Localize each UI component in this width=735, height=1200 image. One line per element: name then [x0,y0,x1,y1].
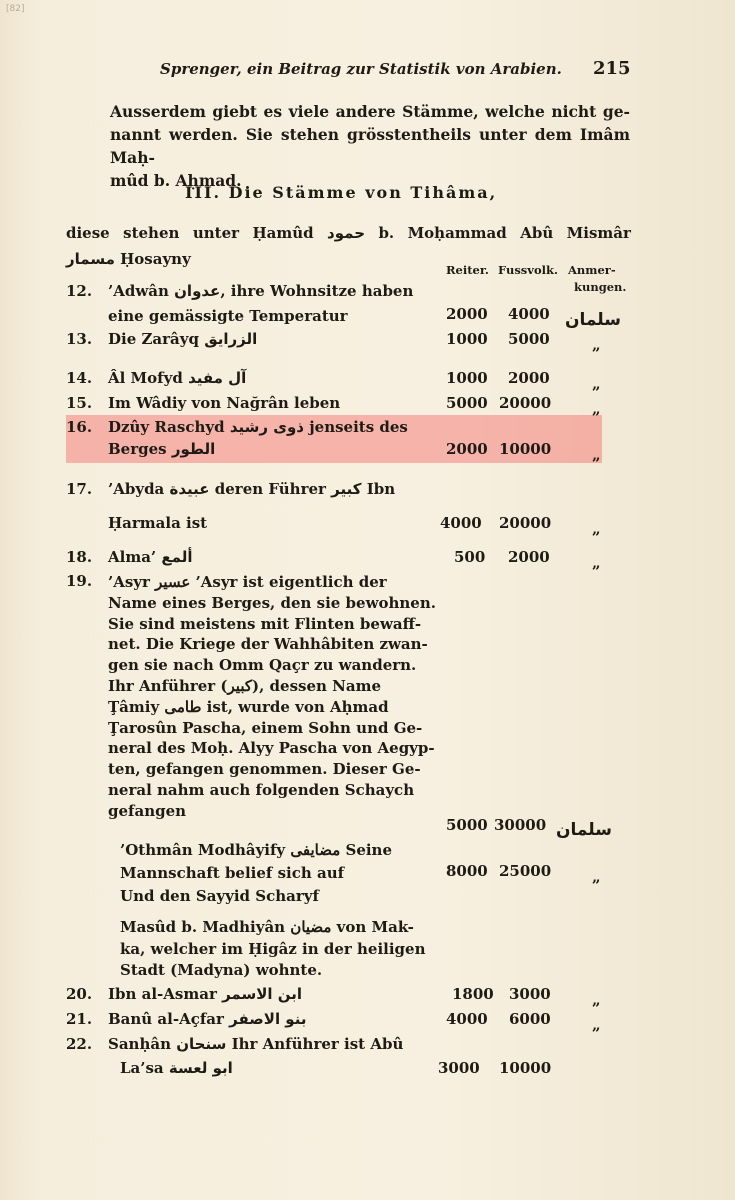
arabic-name: بنو الاصفر [229,1010,307,1028]
intro-word: Mismâr [566,224,631,242]
running-header: Sprenger, ein Beitrag zur Statistik von Arabien. [160,60,562,78]
value-reiter: 1800 [452,985,494,1003]
value-reiter: 5000 [446,394,488,412]
row-19-line: ’Asyr عسير ’Asyr ist eigentlich der [108,573,387,591]
row-text-cont: La’sa [120,1059,164,1077]
sub-entry-line: Mannschaft belief sich auf [120,864,345,882]
sub-entry-line: Und den Sayyid Scharyf [120,887,319,905]
column-header-reiter: Reiter. [446,263,489,277]
ditto-mark: „ [592,446,601,464]
row-text [108,548,192,566]
value-fussvolk: 2000 [508,548,550,566]
paragraph-line: mûd b. Aḥmad. [110,171,242,190]
row-text [108,369,246,387]
row-19-line: ten, gefangen genommen. Dieser Ge- [108,760,421,779]
sub-entry-line: ’Othmân Modhâyify مضايفى Seine [120,841,393,859]
row-number: 18. [66,548,93,566]
row-text-line-2: Ḥarmala ist [108,514,208,532]
arabic-name: سنحان [176,1035,227,1053]
row-text [108,985,302,1003]
row-19-line: gefangen [108,801,187,820]
row-number: 17. [66,480,93,498]
arabic-name: ذوى رشيد [229,418,304,436]
tribe-name: ’Adwân [108,282,169,300]
row-19-line: Ţâmiy طامى ist, wurde von Aḥmad [108,697,389,716]
intro-arabic-word: مسمار [66,250,115,268]
row-text [108,282,413,300]
row-text [108,1035,403,1053]
value-fussvolk: 25000 [499,862,552,880]
tribe-name: Dzûy Raschyd [108,418,225,436]
intro-word: b. [378,224,395,242]
row-text-cont: Ihr Anführer ist Abû [231,1035,404,1053]
paragraph-line: nannt werden. Sie stehen grösstentheils unter dem Imâm Maḥ- [110,125,630,167]
row-number: 22. [66,1035,93,1053]
row-text-line-2: eine gemässigte Temperatur [108,307,348,325]
sub-entry-othman [120,839,450,908]
row-number: 15. [66,394,93,412]
page-number: 215 [593,58,631,79]
value-reiter: 2000 [446,440,488,458]
tribe-name: Sanḥân [108,1035,171,1053]
tribe-name: Ibn al-Asmar [108,985,217,1003]
row-19-line: neral des Moḥ. Alyy Pascha von Aegyp- [108,739,435,758]
row-number: 19. [66,572,93,590]
row-text: Im Wâdiy von Nağrân leben [108,394,341,412]
corner-mark: [82] [6,4,25,14]
row-text [108,418,408,436]
intro-word: Moḥammad [407,224,507,242]
ditto-mark: „ [592,991,601,1009]
ditto-mark: „ [592,1016,601,1034]
row-19-line: Sie sind meistens mit Flinten bewaff- [108,614,422,633]
value-reiter: 1000 [446,369,488,387]
intro-word: Ḥamûd [252,224,314,242]
note-arabic: سلمان [556,820,612,840]
row-19-text [108,572,438,822]
ditto-mark: „ [592,400,601,418]
row-text [108,480,395,498]
row-text-cont: Ibn [366,480,396,498]
intro-word: unter [192,224,240,242]
row-text [108,330,257,348]
intro-word: stehen [123,224,180,242]
value-reiter: 1000 [446,330,488,348]
value-fussvolk: 10000 [499,1059,552,1077]
intro-word: Ḥosayny [120,250,191,268]
row-number: 13. [66,330,93,348]
opening-paragraph [110,100,630,192]
value-reiter: 4000 [440,514,482,532]
row-text [108,1010,306,1028]
intro-word: Abû [520,224,554,242]
value-reiter: 500 [454,548,486,566]
note-arabic: سلمان [565,310,621,330]
value-reiter: 3000 [438,1059,480,1077]
section-title: III. Die Stämme von Tihâma, [185,183,498,202]
sub-entry-line: ka, welcher im Ḥigâz in der heiligen [120,939,426,958]
sub-entry-line: Masûd b. Madhiyân مضيان von Mak- [120,918,414,936]
row-19-line: Ihr Anführer (كبير), dessen Name [108,676,381,695]
value-reiter: 5000 [446,816,488,834]
value-fussvolk: 6000 [509,1010,551,1028]
column-header-anmerkungen: Anmer- [568,263,616,277]
arabic-name: كبير [331,480,362,498]
arabic-name: ألمع [161,548,193,566]
row-number: 21. [66,1010,93,1028]
row-19-line: gen sie nach Omm Qaçr zu wandern. [108,656,417,675]
value-fussvolk: 5000 [508,330,550,348]
ditto-mark: „ [592,375,601,393]
value-fussvolk: 4000 [508,305,550,323]
row-number: 14. [66,369,93,387]
row-text-cont: jenseits des [309,418,408,436]
row-number: 20. [66,985,93,1003]
tribe-name: Banû al-Açfar [108,1010,224,1028]
arabic-name: آل مفيد [188,369,247,387]
tribe-name: Die Zarâyq [108,330,199,348]
row-number: 12. [66,282,93,300]
paragraph-line: Ausserdem giebt es viele andere Stämme, welche nicht ge- [110,102,630,121]
arabic-name: الزرايق [204,330,258,348]
row-text-line-2 [120,1059,233,1077]
value-reiter: 8000 [446,862,488,880]
ditto-mark: „ [592,520,601,538]
value-fussvolk: 2000 [508,369,550,387]
ditto-mark: „ [592,868,601,886]
row-number: 16. [66,418,93,436]
arabic-name: الطور [171,440,216,458]
row-text-cont: Berges [108,440,167,458]
tribe-name: Alma’ [108,548,157,566]
value-fussvolk: 30000 [494,816,547,834]
intro-word: diese [66,224,110,242]
intro-arabic-word: حمود [327,224,366,242]
ditto-mark: „ [592,554,601,572]
row-text-cont: , ihre Wohnsitze haben [220,282,414,300]
arabic-name: عبيدة [169,480,210,498]
value-fussvolk: 3000 [509,985,551,1003]
value-fussvolk: 20000 [499,514,552,532]
row-19-line: Name eines Berges, den sie bewohnen. [108,593,436,612]
sub-entry-masud [120,917,450,982]
row-text-cont: deren Führer [214,480,326,498]
arabic-name: ابو لعسة [168,1059,233,1077]
tribe-name: Âl Mofyd [108,369,183,387]
value-reiter: 2000 [446,305,488,323]
column-header-anmerkungen-cont: kungen. [574,280,627,294]
row-19-line: neral nahm auch folgenden Schaych [108,780,415,799]
sub-entry-line: Stadt (Madyna) wohnte. [120,961,323,979]
value-fussvolk: 20000 [499,394,552,412]
tribe-name: ’Abyda [108,480,165,498]
ditto-mark: „ [592,336,601,354]
row-19-line: net. Die Kriege der Wahhâbiten zwan- [108,635,428,654]
arabic-name: ابن الاسمر [222,985,303,1003]
column-header-fussvolk: Fussvolk. [498,263,558,277]
value-reiter: 4000 [446,1010,488,1028]
arabic-name: عدوان [174,282,221,300]
value-fussvolk: 10000 [499,440,552,458]
row-text-line-2 [108,440,215,458]
intro-line-1 [66,220,631,246]
row-19-line: Ţarosûn Pascha, einem Sohn und Ge- [108,718,423,737]
